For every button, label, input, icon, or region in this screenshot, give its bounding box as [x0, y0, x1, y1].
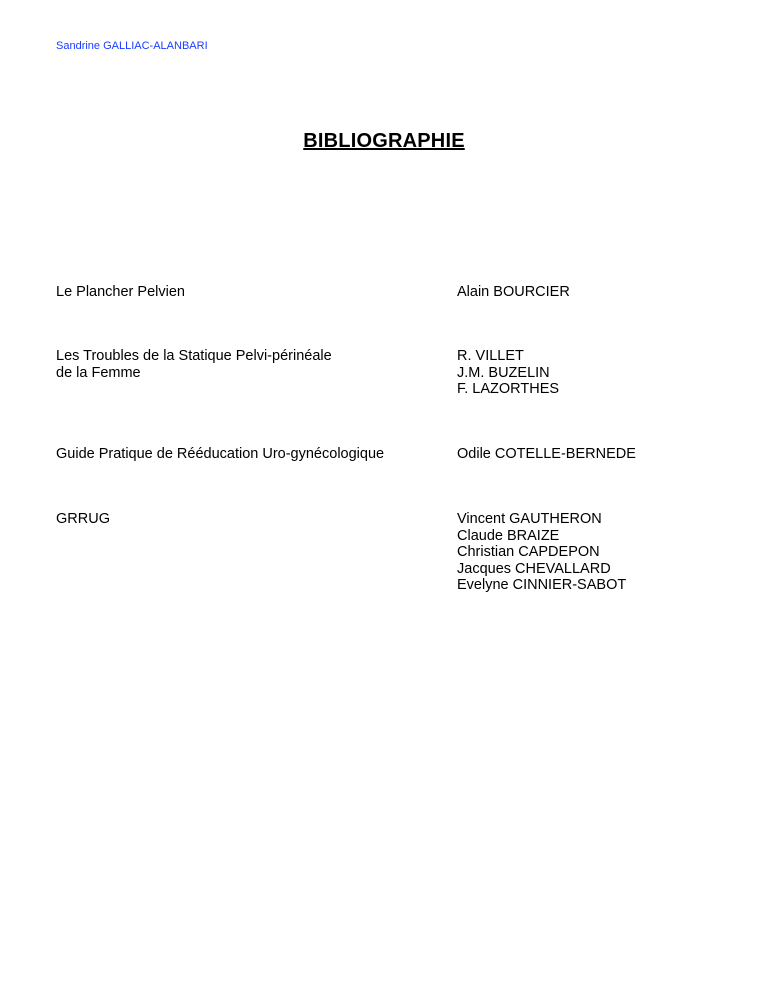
entry-author: F. LAZORTHES — [457, 381, 560, 397]
entry-author: J.M. BUZELIN — [457, 364, 550, 381]
entry-authors — [457, 511, 737, 594]
page-title: BIBLIOGRAPHIE — [303, 130, 465, 152]
entry-author: Evelyne CINNIER-SABOT — [457, 577, 627, 593]
entry-title-line: Guide Pratique de Rééducation Uro-gynécologique — [56, 446, 385, 462]
entry-author: Odile COTELLE-BERNEDE — [457, 446, 636, 462]
entry-authors — [457, 348, 737, 398]
entry-title-line: GRRUG — [56, 511, 110, 527]
entry-authors — [457, 446, 737, 463]
header-author: Sandrine GALLIAC-ALANBARI — [56, 40, 208, 52]
entry-title — [56, 284, 436, 301]
entry-title-line: Le Plancher Pelvien — [56, 284, 185, 300]
entry-author: R. VILLET — [457, 348, 524, 364]
entry-title — [56, 446, 436, 463]
entry-title — [56, 348, 436, 381]
entry-title-line: Les Troubles de la Statique Pelvi-périnéale — [56, 348, 332, 364]
entry-title — [56, 511, 436, 528]
entry-author: Jacques CHEVALLARD — [457, 560, 611, 577]
entry-author: Vincent GAUTHERON — [457, 511, 602, 527]
entry-authors — [457, 284, 737, 301]
entry-title-line: de la Femme — [56, 364, 141, 381]
entry-author: Claude BRAIZE — [457, 527, 560, 544]
entry-author: Christian CAPDEPON — [457, 544, 600, 560]
entry-author: Alain BOURCIER — [457, 284, 570, 300]
